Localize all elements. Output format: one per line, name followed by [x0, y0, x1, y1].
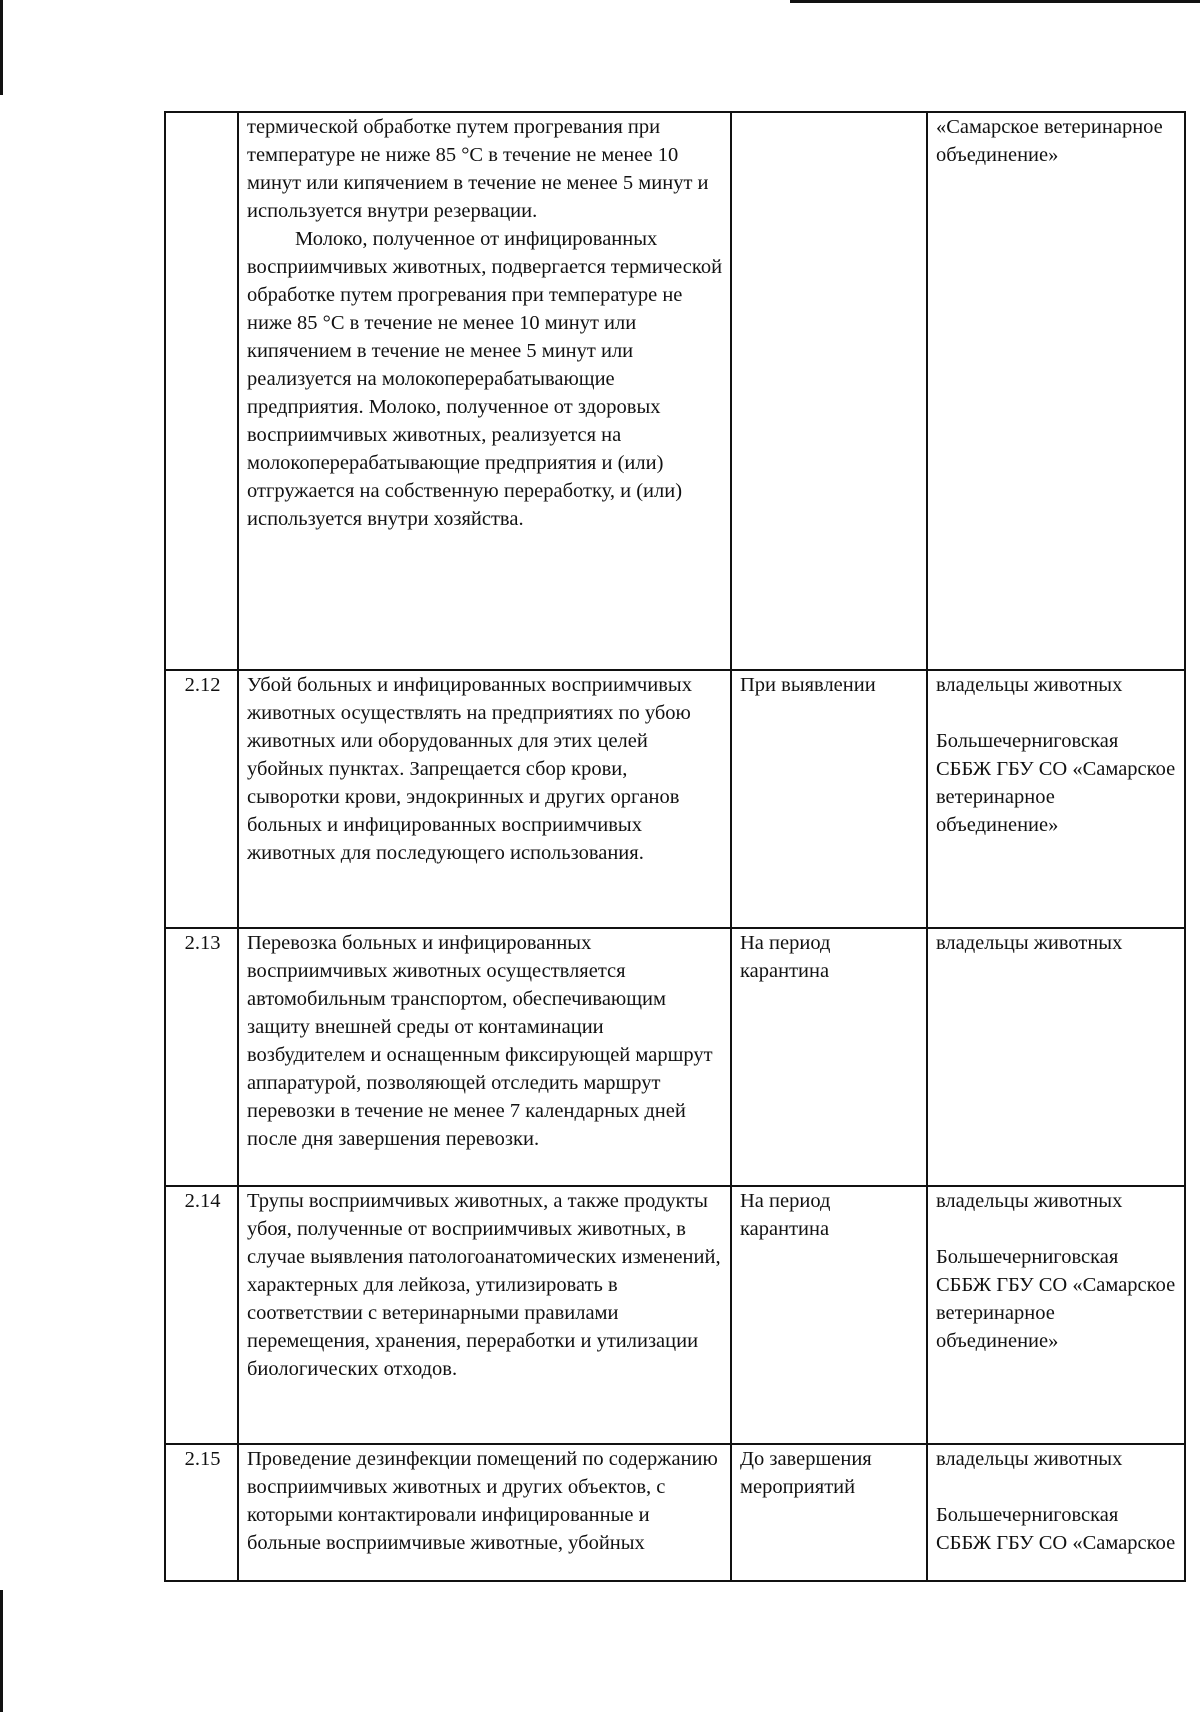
measure-paragraph: термической обработке путем прогревания при температуре не ниже 85 °С в течение не менее 10 минут или кипячением в течение не менее 5 минут и используется внутри резервации.	[247, 116, 709, 222]
table-row	[165, 928, 1185, 1186]
responsible-cell	[927, 670, 1185, 928]
measure-paragraph: Перевозка больных и инфицированных восприимчивых животных осуществляется автомобильным транспортом, обеспечивающим защиту внешней среды от контаминации возбудителем и оснащенным фиксирующей маршрут аппаратурой, позволяющей отследить маршрут перевозки в течение не менее 7 календарных дней после дня завершения перевозки.	[247, 932, 713, 1150]
responsible-line: «Самарское ветеринарное объединение»	[936, 116, 1163, 166]
row-number-cell: 2.12	[165, 670, 238, 928]
measure-paragraph: Трупы восприимчивых животных, а также продукты убоя, полученные от восприимчивых животных, в случае выявления патологоанатомических изменений, характерных для лейкоза, утилизировать в соответствии с ветеринарными правилами перемещения, хранения, переработки и утилизации биологических отходов.	[247, 1190, 721, 1380]
responsible-line: Большечерниговская СББЖ ГБУ СО «Самарское ветеринарное объединение»	[936, 1246, 1176, 1352]
responsible-cell	[927, 928, 1185, 1186]
spacer	[936, 1473, 1178, 1501]
row-number-cell	[165, 112, 238, 670]
measure-text-cell	[238, 112, 731, 670]
measure-text-cell	[238, 1186, 731, 1444]
row-number-cell: 2.14	[165, 1186, 238, 1444]
responsible-line: владельцы животных	[936, 674, 1123, 696]
measure-text-cell	[238, 928, 731, 1186]
responsible-cell	[927, 1186, 1185, 1444]
responsible-cell	[927, 1444, 1185, 1581]
responsible-line: владельцы животных	[936, 932, 1123, 954]
table-row	[165, 1186, 1185, 1444]
term-cell: При выявлении	[731, 670, 927, 928]
responsible-line: владельцы животных	[936, 1190, 1123, 1212]
term-cell	[731, 112, 927, 670]
scan-edge-mark	[0, 1590, 3, 1712]
spacer	[936, 1215, 1178, 1243]
term-cell: До завершения мероприятий	[731, 1444, 927, 1581]
responsible-cell	[927, 112, 1185, 670]
scan-edge-mark	[0, 0, 3, 95]
measure-text-cell	[238, 1444, 731, 1581]
measure-paragraph: Убой больных и инфицированных восприимчивых животных осуществлять на предприятиях по убою животных или оборудованных для этих целей убойных пунктах. Запрещается сбор крови, сыворотки крови, эндокринных и других органов больных и инфицированных восприимчивых животных для последующего использования.	[247, 674, 692, 864]
scan-edge-mark	[790, 0, 1200, 3]
responsible-line: Большечерниговская СББЖ ГБУ СО «Самарское	[936, 1504, 1176, 1554]
term-cell: На период карантина	[731, 928, 927, 1186]
term-cell: На период карантина	[731, 1186, 927, 1444]
responsible-line: владельцы животных	[936, 1448, 1123, 1470]
row-number-cell: 2.13	[165, 928, 238, 1186]
row-number-cell: 2.15	[165, 1444, 238, 1581]
table-row	[165, 112, 1185, 670]
spacer	[936, 699, 1178, 727]
table-row	[165, 1444, 1185, 1581]
measure-paragraph: Проведение дезинфекции помещений по содержанию восприимчивых животных и других объектов, с которыми контактировали инфицированные и больные восприимчивые животные, убойных	[247, 1448, 718, 1554]
measures-table	[164, 111, 1186, 1582]
table-row	[165, 670, 1185, 928]
measure-paragraph: Молоко, полученное от инфицированных восприимчивых животных, подвергается термической обработке путем прогревания при температуре не ниже 85 °С в течение не менее 10 минут или кипячением в течение не менее 5 минут или реализуется на молокоперерабатывающие предприятия. Молоко, полученное от здоровых восприимчивых животных, реализуется на молокоперерабатывающие предприятия и (или) отгружается на собственную переработку, и (или) используется внутри хозяйства.	[247, 228, 723, 530]
responsible-line: Большечерниговская СББЖ ГБУ СО «Самарское ветеринарное объединение»	[936, 730, 1176, 836]
measure-text-cell	[238, 670, 731, 928]
